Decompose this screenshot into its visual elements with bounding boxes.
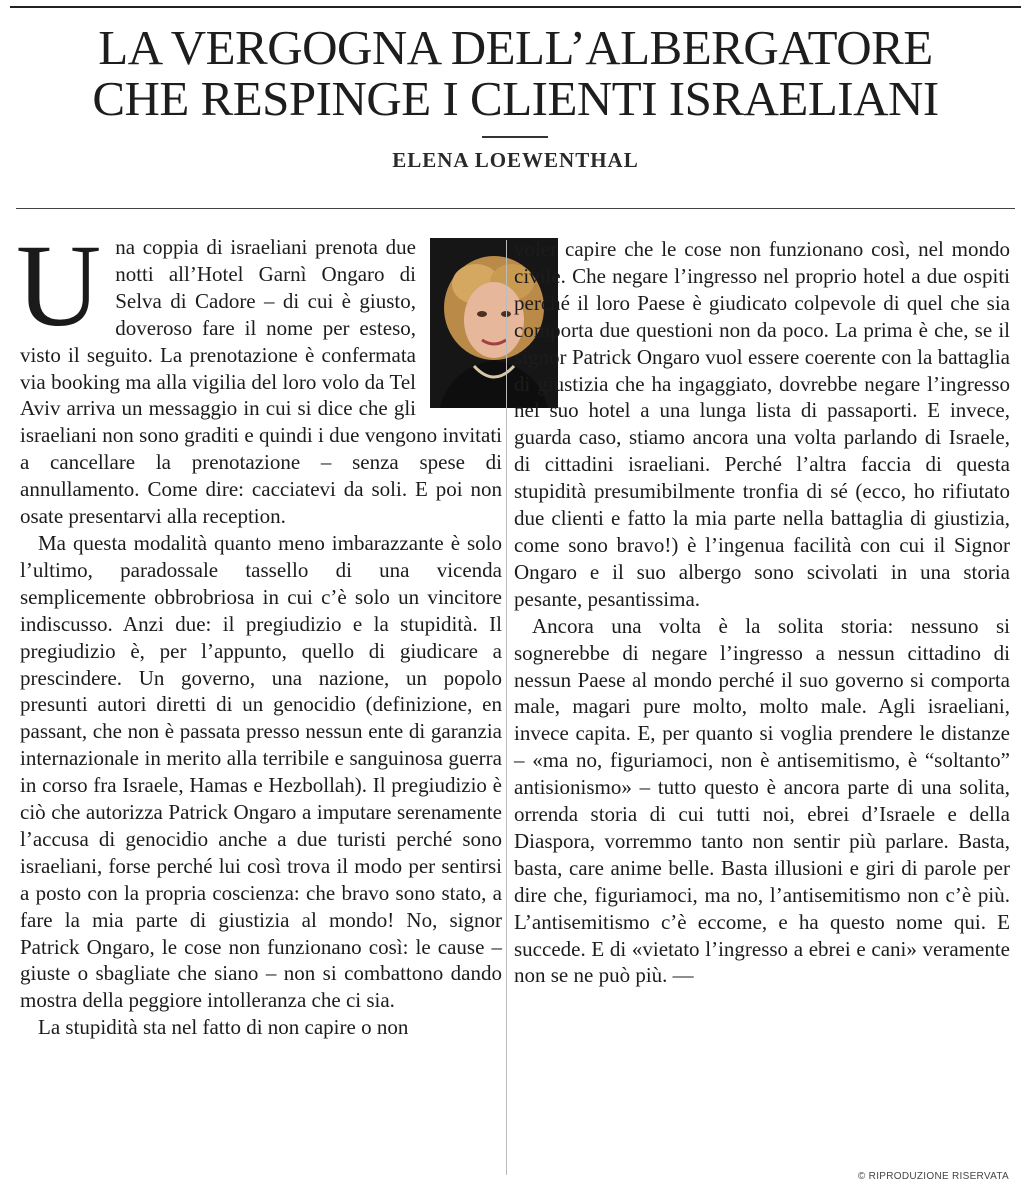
top-rule <box>10 6 1021 8</box>
paragraph-4: Ancora una volta è la solita storia: nessuno si sognerebbe di negare l’ingresso a nessun cittadino di nessun Paese al mondo perché il suo governo si comporta male, magari pure molto, molto male. Agli israeliani, invece capita. E, per quanto si voglia prendere le distanze – «ma no, figuriamoci, non è antisemitismo, è “soltanto” antisionismo» – tutto questo è ancora parte di una solita, orrenda storia di cui tutti noi, ebrei d’Israele e della Diaspora, vorremmo tanto non sentir più parlare. Basta, basta, care anime belle. Basta illusioni e giri di parole per dire che, figuriamoci, ma no, l’antisemitismo non c’è più. L’antisemitismo c’è eccome, e ha questo nome qui. E succede. E di «vietato l’ingresso a ebrei e cani» veramente non se ne può più. — <box>514 613 1010 988</box>
headline <box>20 22 1011 124</box>
headline-divider <box>482 136 548 138</box>
paragraph-2: Ma questa modalità quanto meno imbarazzante è solo l’ultimo, paradossale tassello di una vicenda semplicemente obbrobriosa in cui c’è solo un vincitore indiscusso. Anzi due: il pregiudizio e la stupidità. Il pregiudizio è, per l’appunto, quello di giudicare a prescindere. Un governo, una nazione, un popolo presunti autori diretti di un genocidio (definizione, en passant, che non è passata presso nessun ente di garanzia internazionale in merito alla terribile e sanguinosa guerra in corso fra Israele, Hamas e Hezbollah). Il pregiudizio è ciò che autorizza Patrick Ongaro a imputare serenamente l’accusa di genocidio anche a due turisti perché sono israeliani, forse perché lui così trova il modo per sentirsi a posto con la propria coscienza: che bravo sono stato, a fare la mia parte di giustizia al mondo! No, signor Patrick Ongaro, le cose non funzionano così: le cause – giuste o sbagliate che siano – non si combattono dando mostra della peggiore intolleranza che ci sia. <box>20 530 502 1013</box>
headline-line-2: CHE RESPINGE I CLIENTI ISRAELIANI <box>92 71 939 126</box>
paragraph-1-text: na coppia di israeliani prenota due notti all’Hotel Garnì Ongaro di Selva di Cadore – di cui è giusto, doveroso fare il nome per esteso, visto il seguito. La prenotazione è confermata via booking ma alla vigilia del loro volo da Tel Aviv arriva un messaggio in cui si dice che gli israeliani non sono graditi e quindi i due vengono invitati a cancellare la prenotazione – senza spese di annullamento. Come dire: cacciatevi da soli. E poi non osate presentarvi alla reception. <box>20 235 502 529</box>
author-byline: ELENA LOEWENTHAL <box>392 148 639 172</box>
article-column-left <box>16 220 502 1041</box>
paragraph-3-continued: voler capire che le cose non funzionano così, nel mondo civile. Che negare l’ingresso nel proprio hotel a due ospiti perché il loro Paese è giudicato colpevole di quel che sia comporta due questioni non da poco. La prima è che, se il signor Patrick Ongaro vuol essere coerente con la battaglia di giustizia che ha ingaggiato, dovrebbe negare l’ingresso nel suo hotel a una lunga lista di passaporti. E invece, guarda caso, stiamo ancora una volta parlando di Israele, di cittadini israeliani. Perché l’altra faccia di questa stupidità presumibilmente tronfia di sé (ecco, ho rifiutato due clienti e fatto la mia parte nella battaglia di giustizia, come sono bravo!) è l’ingenua facilità con cui il Signor Ongaro e il suo albergo sono scivolati in una storia pesante, pesantissima. <box>514 237 1010 611</box>
headline-line-1: LA VERGOGNA DELL’ALBERGATORE <box>98 20 933 75</box>
article-column-right <box>514 236 1010 989</box>
copyright-notice: © RIPRODUZIONE RISERVATA <box>857 1171 1009 1182</box>
byline-divider <box>16 208 1015 209</box>
column-divider <box>506 240 507 1175</box>
dropcap: U <box>16 220 102 351</box>
paragraph-3: La stupidità sta nel fatto di non capire o non <box>38 1015 409 1040</box>
